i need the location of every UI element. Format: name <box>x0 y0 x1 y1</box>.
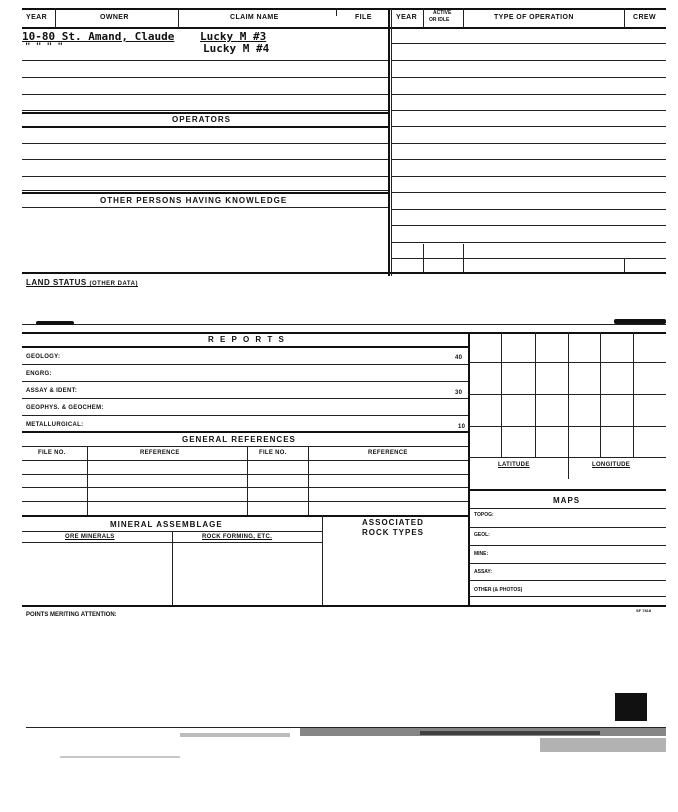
longitude-label: LONGITUDE <box>592 462 631 468</box>
maps-other: OTHER (& PHOTOS) <box>474 587 523 593</box>
report-metallurgical: METALLURGICAL: <box>26 422 84 428</box>
col-file: FILE <box>355 14 372 21</box>
associated-rock-types-2: ROCK TYPES <box>362 528 425 537</box>
maps-topog: TOPOG: <box>474 512 494 518</box>
mineral-assemblage-heading: MINERAL ASSEMBLAGE <box>110 520 223 529</box>
col-active: ACTIVE <box>433 10 452 16</box>
points-meriting-attention: POINTS MERITING ATTENTION: <box>26 612 117 618</box>
maps-heading: MAPS <box>553 496 581 505</box>
ref-col-file-no-2: FILE NO. <box>259 450 287 456</box>
latitude-label: LATITUDE <box>498 462 530 468</box>
report-engrg: ENGRG: <box>26 371 52 377</box>
col-year-2: YEAR <box>396 14 418 21</box>
entry-owner-row-1: 10-80 St. Amand, Claude <box>22 30 175 43</box>
land-status-heading: LAND STATUS (OTHER DATA) <box>26 278 138 287</box>
col-crew: CREW <box>633 14 656 21</box>
other-persons-heading: OTHER PERSONS HAVING KNOWLEDGE <box>100 196 288 205</box>
maps-assay: ASSAY: <box>474 569 493 575</box>
entry-claim-row-2: Lucky M #4 <box>203 42 270 55</box>
general-references-heading: GENERAL REFERENCES <box>182 435 296 444</box>
scan-artifact-square <box>615 693 647 721</box>
report-geology: GEOLOGY: <box>26 354 61 360</box>
operators-heading: OPERATORS <box>172 115 231 124</box>
ore-minerals-label: ORE MINERALS <box>65 534 115 540</box>
report-assay: ASSAY & IDENT: <box>26 388 78 394</box>
reports-heading: R E P O R T S <box>208 335 286 344</box>
form-code: SF 7818 <box>636 608 652 613</box>
associated-rock-types-1: ASSOCIATED <box>362 518 424 527</box>
entry-ditto-row-2: " " " " <box>25 42 63 52</box>
maps-mine: MINE: <box>474 551 489 557</box>
ref-col-reference-2: REFERENCE <box>368 450 408 456</box>
maps-geol: GEOL: <box>474 532 490 538</box>
report-num-30: 30 <box>455 390 463 396</box>
col-year: YEAR <box>26 14 48 21</box>
col-or-idle: OR IDLE <box>429 17 450 23</box>
ref-col-file-no-1: FILE NO. <box>38 450 66 456</box>
entry-claim-row-1: Lucky M #3 <box>200 30 267 43</box>
col-claim-name: CLAIM NAME <box>230 14 279 21</box>
ref-col-reference-1: REFERENCE <box>140 450 180 456</box>
col-owner: OWNER <box>100 14 129 21</box>
report-geophys: GEOPHYS. & GEOCHEM: <box>26 405 104 411</box>
rock-forming-label: ROCK FORMING, ETC. <box>202 534 273 540</box>
report-num-40: 40 <box>455 355 463 361</box>
col-type-of-operation: TYPE OF OPERATION <box>494 14 574 21</box>
report-num-10: 10 <box>458 424 466 430</box>
